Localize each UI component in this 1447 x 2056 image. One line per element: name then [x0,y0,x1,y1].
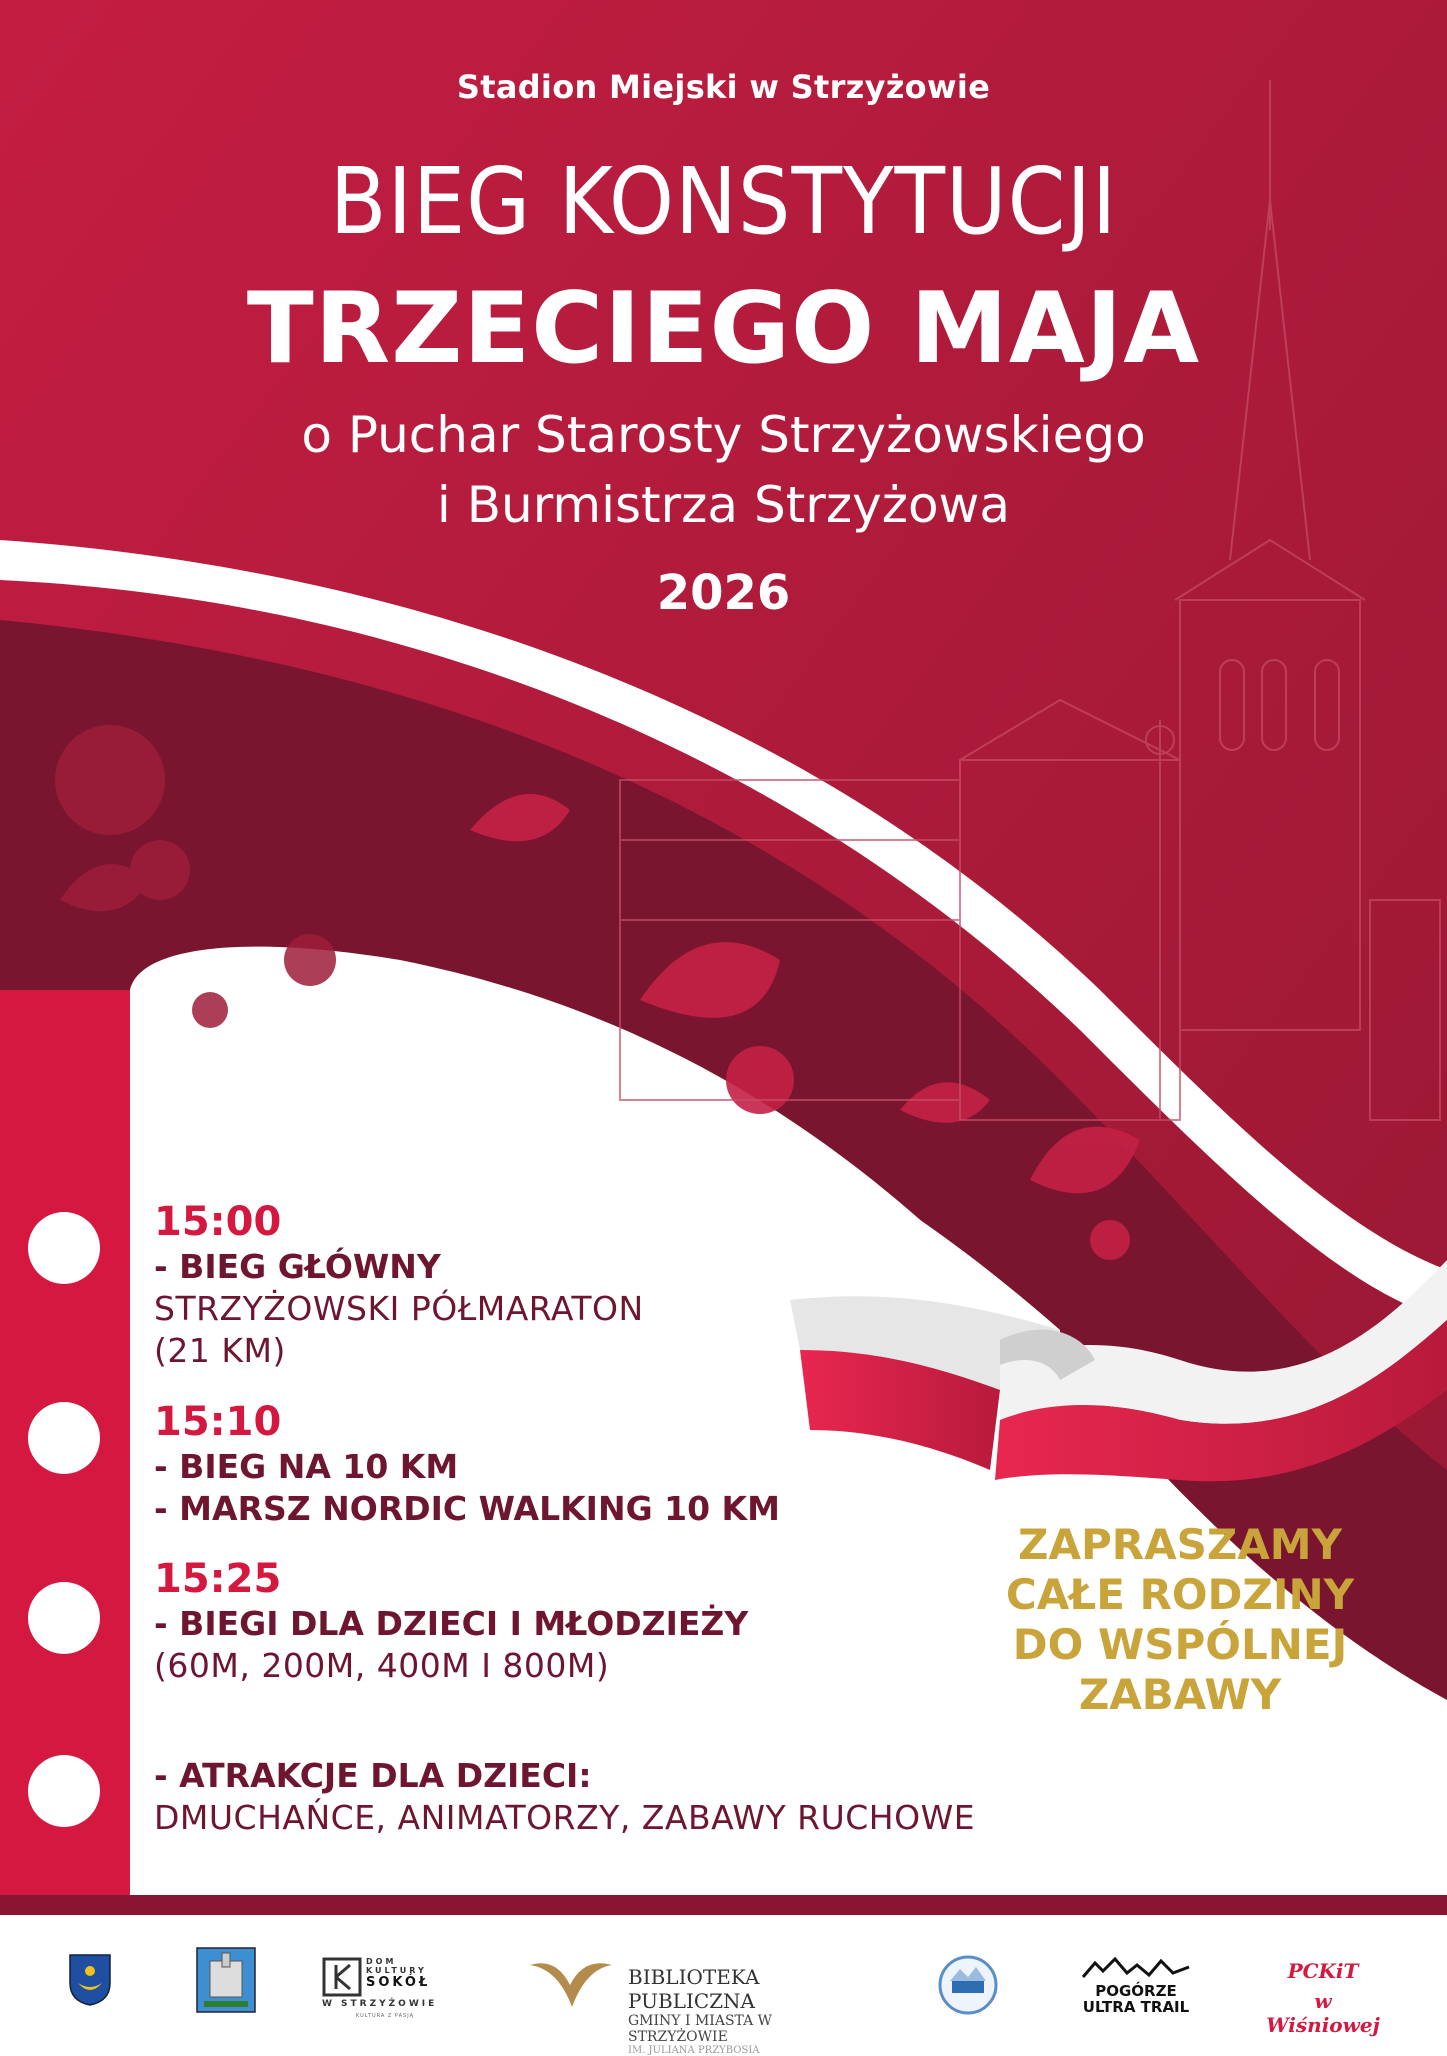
dom-kultury-line4: W STRZYŻOWIE [322,1999,438,2009]
biblioteka-title: BIBLIOTEKA PUBLICZNA [628,1965,760,2013]
subtitle [0,400,1447,540]
schedule-line: STRZYŻOWSKI PÓŁMARATON [154,1289,644,1328]
schedule-item-1 [154,1198,644,1372]
schedule-item-2 [154,1398,780,1530]
event-year: 2026 [656,565,791,621]
bullet-dot [28,1212,100,1284]
schedule-time: 15:00 [154,1199,282,1245]
pogorze-line1: POGÓRZE [1095,1982,1177,2000]
schedule-line: - BIEG NA 10 KM [154,1447,459,1486]
venue-label: Stadion Miejski w Strzyżowie [456,68,991,106]
title-line-1: BIEG KONSTYTUCJI [329,148,1118,255]
schedule-line: (60M, 200M, 400M I 800M) [154,1646,610,1685]
invite-line: ZABAWY [1078,1670,1282,1719]
biblioteka-sub: GMINY I MIASTA W STRZYŻOWIE [628,2013,773,2045]
pckit-logo [1258,1959,1388,2037]
schedule-sidebar [0,990,130,1895]
bullet-dot [28,1755,100,1827]
dom-kultury-line5: KULTURA Z PASJĄ [356,2013,415,2019]
schedule-line: DMUCHAŃCE, ANIMATORZY, ZABAWY RUCHOWE [154,1798,976,1837]
schedule-item-3 [154,1555,748,1687]
invite-line: DO WSPÓLNEJ [1012,1620,1348,1669]
title-line-2: TRZECIEGO MAJA [246,272,1201,386]
schedule-time: 15:25 [154,1556,282,1602]
dom-kultury-logo-icon [322,1957,362,1997]
invitation-text [960,1520,1400,1720]
pogorze-logo [1076,1957,1196,2015]
dom-kultury-line1: DOM [366,1957,397,1966]
invite-line: ZAPRASZAMY [1017,1520,1342,1569]
dom-kultury-line2: KULTURY [366,1966,427,1975]
schedule-line: - BIEG GŁÓWNY [154,1247,441,1286]
pckit-line2: w Wiśniowej [1266,1989,1380,2037]
schedule-line: - BIEGI DLA DZIECI I MŁODZIEŻY [154,1604,749,1643]
biblioteka-text [628,1965,868,2056]
biblioteka-book-logo-icon [526,1955,616,2011]
biblioteka-sub2: IM. JULIANA PRZYBOSIA [628,2045,760,2056]
bullet-dot [28,1582,100,1654]
schedule-line: - ATRAKCJE DLA DZIECI: [154,1756,592,1795]
dom-kultury-line3: SOKÓŁ [366,1975,431,1990]
mountain-logo-icon [1081,1957,1191,1979]
sponsor-logos [0,1915,1447,2056]
schedule-line: - MARSZ NORDIC WALKING 10 KM [154,1489,780,1528]
pckit-line1: PCKiT [1287,1959,1359,1983]
coat-of-arms-city-icon [196,1947,256,2013]
pttk-badge-icon [938,1955,998,2015]
subtitle-line-2: i Burmistrza Strzyżowa [436,476,1011,534]
bottom-stripe [0,1895,1447,1915]
pogorze-line2: ULTRA TRAIL [1082,1998,1190,2016]
invite-line: CAŁE RODZINY [1005,1570,1355,1619]
schedule-item-4 [154,1755,975,1839]
schedule-line: (21 KM) [154,1331,286,1370]
subtitle-line-1: o Puchar Starosty Strzyżowskiego [301,406,1146,464]
schedule-time: 15:10 [154,1399,282,1445]
bullet-dot [28,1402,100,1474]
coat-of-arms-strzyzow-icon [68,1953,112,2007]
dom-kultury-logo [322,1957,462,2017]
